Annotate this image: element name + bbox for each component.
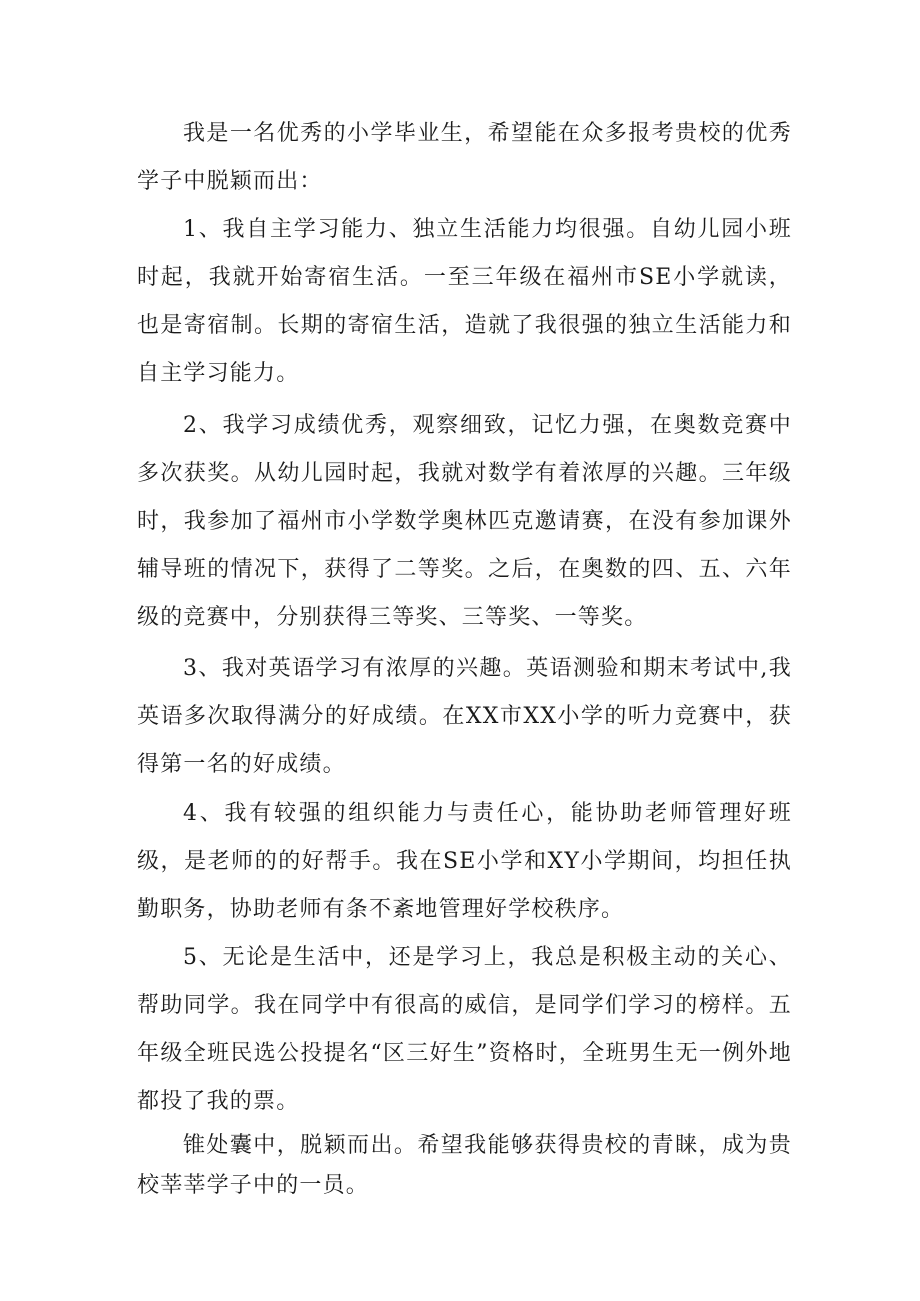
point-2-paragraph: 2、我学习成绩优秀，观察细致，记忆力强，在奥数竞赛中多次获奖。从幼儿园时起，我就对数学有着浓厚的兴趣。三年级时，我参加了福州市小学数学奥林匹克邀请赛，在没有参加课外辅导班的情况下，获得了二等奖。之后，在奥数的四、五、六年级的竞赛中，分别获得三等奖、三等奖、一等奖。 [137,413,792,630]
intro-paragraph: 我是一名优秀的小学毕业生，希望能在众多报考贵校的优秀学子中脱颖而出： [137,121,792,194]
point-3-paragraph: 3、我对英语学习有浓厚的兴趣。英语测验和期末考试中,我英语多次取得满分的好成绩。在XX市XX小学的听力竞赛中，获得第一名的好成绩。 [137,656,792,777]
closing-paragraph: 锥处囊中，脱颖而出。希望我能够获得贵校的青睐，成为贵校莘莘学子中的一员。 [137,1133,792,1198]
point-4-paragraph: 4、我有较强的组织能力与责任心，能协助老师管理好班级，是老师的的好帮手。我在SE小学和XY小学期间，均担任执勤职务，协助老师有条不紊地管理好学校秩序。 [137,801,792,922]
point-1-paragraph: 1、我自主学习能力、独立生活能力均很强。自幼儿园小班时起，我就开始寄宿生活。一至三年级在福州市SE小学就读，也是寄宿制。长期的寄宿生活，造就了我很强的独立生活能力和自主学习能力。 [137,217,792,386]
point-5-paragraph: 5、无论是生活中，还是学习上，我总是积极主动的关心、帮助同学。我在同学中有很高的威信，是同学们学习的榜样。五年级全班民选公投提名“区三好生”资格时，全班男生无一例外地都投了我的票。 [137,945,792,1114]
